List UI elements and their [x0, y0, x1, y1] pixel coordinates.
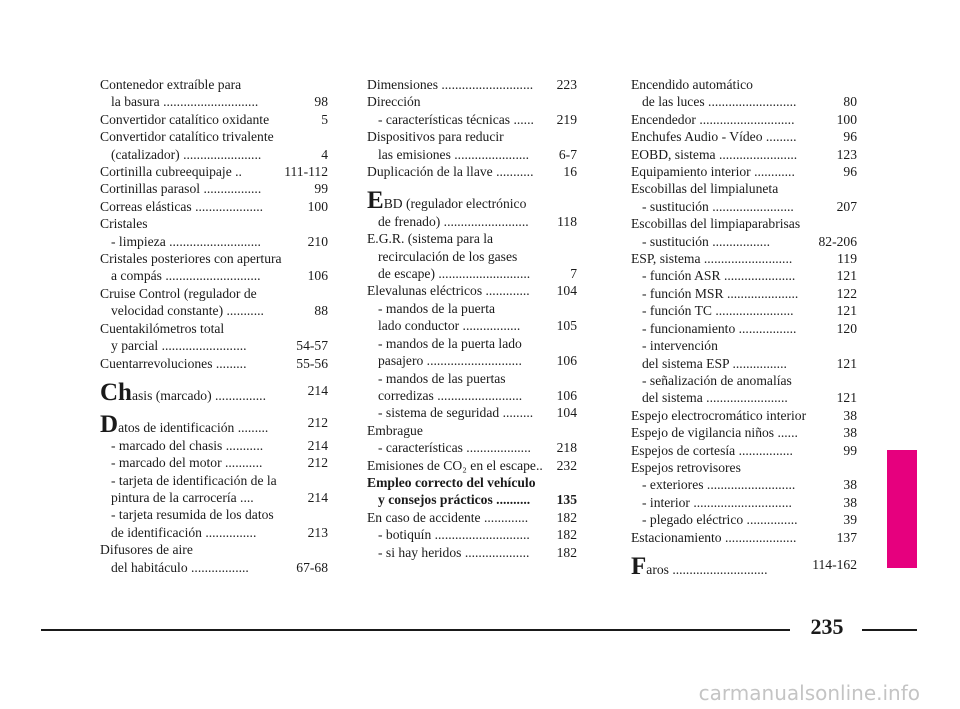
index-entry — [631, 424, 857, 441]
entry-page-number: 214 — [307, 489, 328, 505]
entry-text: - mandos de la puerta — [378, 300, 496, 316]
entry-text: Convertidor catalítico trivalente — [100, 129, 274, 145]
index-entry — [100, 180, 328, 197]
index-column-3 — [631, 76, 857, 578]
entry-page-number: 99 — [843, 442, 857, 458]
entry-text: Estacionamiento ..................... — [631, 529, 797, 545]
entry-page-number: 121 — [836, 268, 857, 284]
entry-page-number: 38 — [843, 425, 857, 441]
entry-text: de identificación ............... — [111, 524, 257, 540]
index-entry — [631, 163, 857, 180]
entry-text: de escape) ........................... — [378, 266, 531, 282]
entry-text: - botiquín ............................ — [378, 527, 530, 543]
index-entry — [367, 422, 577, 439]
entry-text: ESP, sistema .......................... — [631, 251, 793, 267]
index-entry — [100, 355, 328, 372]
entry-text: - plegado eléctrico ............... — [642, 512, 798, 528]
index-entry — [100, 437, 328, 454]
entry-page-number: 212 — [307, 415, 328, 431]
entry-page-number: 223 — [556, 77, 577, 92]
entry-page-number: 16 — [563, 164, 577, 180]
entry-text: - función TC ....................... — [642, 303, 794, 319]
entry-text: Espejo de vigilancia niños ...... — [631, 425, 798, 441]
entry-text: - sustitución ........................ — [642, 198, 794, 214]
index-entry — [631, 529, 857, 546]
entry-page-number: 39 — [843, 512, 857, 528]
entry-text: - función ASR ..................... — [642, 268, 796, 284]
entry-page-number: 106 — [556, 353, 577, 369]
index-entry — [100, 372, 328, 404]
entry-page-number: 212 — [307, 455, 328, 471]
entry-page-number: 210 — [307, 233, 328, 249]
entry-text: - sistema de seguridad ......... — [378, 405, 534, 421]
entry-text: Cristales — [100, 216, 148, 232]
entry-text: del habitáculo ................. — [111, 559, 249, 575]
entry-text: - mandos de las puertas — [378, 370, 506, 386]
index-entry — [367, 509, 577, 526]
entry-page-number: 106 — [556, 387, 577, 403]
entry-page-number: 111-112 — [284, 164, 328, 180]
entry-page-number: 88 — [314, 303, 328, 319]
entry-text: EOBD, sistema ....................... — [631, 146, 798, 162]
entry-page-number: 135 — [556, 492, 577, 508]
entry-page-number: 100 — [836, 111, 857, 127]
index-entry — [100, 285, 328, 320]
entry-text: - tarjeta de identificación de la — [111, 472, 277, 488]
index-entry — [367, 439, 577, 456]
entry-text: pintura de la carrocería .... — [111, 489, 254, 505]
index-entry — [631, 494, 857, 511]
index-entry — [631, 511, 857, 528]
footer-rule-right — [862, 629, 917, 631]
entry-text: Cortinillas parasol ................. — [100, 181, 262, 197]
entry-page-number: 121 — [836, 303, 857, 319]
entry-text: E.G.R. (sistema para la — [367, 231, 494, 247]
entry-text: - si hay heridos ................... — [378, 544, 530, 560]
entry-text: Espejos de cortesía ................ — [631, 442, 793, 458]
entry-page-number: 38 — [843, 477, 857, 493]
index-column-1 — [100, 76, 328, 576]
index-entry — [367, 526, 577, 543]
index-entry — [631, 285, 857, 302]
entry-page-number: 100 — [307, 198, 328, 214]
index-entry — [100, 404, 328, 439]
index-entry — [367, 76, 577, 93]
entry-text: Cortinilla cubreequipaje .. — [100, 164, 242, 180]
index-entry — [367, 180, 577, 230]
index-entry — [100, 233, 328, 250]
entry-page-number: 218 — [556, 440, 577, 456]
entry-text: - características ................... — [378, 440, 531, 456]
index-entry — [631, 320, 857, 337]
index-entry — [100, 250, 328, 285]
entry-text: - tarjeta resumida de los datos — [111, 507, 274, 523]
section-initial: E — [367, 187, 384, 215]
entry-text: - mandos de la puerta lado — [378, 335, 522, 351]
page-number: 235 — [810, 614, 844, 639]
index-entry — [100, 111, 328, 128]
entry-text: - marcado del chasis ........... — [111, 437, 264, 453]
entry-text: la basura ............................ — [111, 94, 259, 110]
entry-text: Encendido automático — [631, 77, 753, 92]
index-entry — [631, 546, 857, 578]
entry-page-number: 104 — [556, 283, 577, 299]
entry-page-number: 119 — [837, 251, 857, 267]
index-entry — [100, 163, 328, 180]
entry-page-number: 219 — [556, 111, 577, 127]
index-entry — [631, 442, 857, 459]
entry-text: Dimensiones ........................... — [367, 77, 534, 92]
entry-page-number: 182 — [556, 544, 577, 560]
entry-text: y parcial ......................... — [111, 338, 247, 354]
entry-text: Enchufes Audio - Vídeo ......... — [631, 129, 797, 145]
index-entry — [631, 76, 857, 111]
entry-text: BD (regulador electrónico — [383, 196, 527, 212]
entry-text: (catalizador) ....................... — [111, 146, 262, 162]
entry-text: Equipamiento interior ............ — [631, 164, 795, 180]
entry-text: corredizas ......................... — [378, 387, 523, 403]
entry-text: velocidad constante) ........... — [111, 303, 264, 319]
index-entry — [100, 76, 328, 111]
index-entry — [367, 544, 577, 561]
index-entry — [100, 198, 328, 215]
entry-page-number: 122 — [836, 285, 857, 301]
entry-text: y consejos prácticos .......... — [378, 492, 531, 508]
index-entry — [100, 506, 328, 541]
index-entry — [100, 541, 328, 576]
entry-text: En caso de accidente ............. — [367, 509, 529, 525]
entry-text: - exteriores .......................... — [642, 477, 796, 493]
section-tab-marker — [887, 450, 917, 568]
index-entry — [631, 215, 857, 232]
index-entry — [631, 476, 857, 493]
entry-text: Empleo correcto del vehículo — [367, 474, 536, 490]
index-entry — [100, 128, 328, 163]
entry-text: Difusores de aire — [100, 542, 193, 558]
entry-page-number: 98 — [314, 94, 328, 110]
index-entry — [631, 407, 857, 424]
entry-text: - características técnicas ...... — [378, 111, 534, 127]
entry-text: Cruise Control (regulador de — [100, 285, 257, 301]
entry-text: a compás ............................ — [111, 268, 261, 284]
index-entry — [631, 180, 857, 197]
index-entry — [631, 233, 857, 250]
index-entry — [100, 320, 328, 355]
index-entry — [631, 146, 857, 163]
entry-page-number: 121 — [836, 390, 857, 406]
entry-text: Espejos retrovisores — [631, 459, 741, 475]
entry-page-number: 67-68 — [296, 559, 328, 575]
entry-text: del sistema ........................ — [642, 390, 788, 406]
entry-text: - intervención — [642, 338, 718, 354]
entry-text: Cristales posteriores con apertura — [100, 251, 282, 267]
entry-text: Dirección — [367, 94, 421, 110]
entry-page-number: 121 — [836, 355, 857, 371]
entry-text: - marcado del motor ........... — [111, 455, 263, 471]
entry-text: del sistema ESP ................ — [642, 355, 787, 371]
entry-text: las emisiones ...................... — [378, 146, 530, 162]
entry-text: - función MSR ..................... — [642, 285, 799, 301]
entry-text: - interior ............................. — [642, 494, 792, 510]
index-entry — [367, 300, 577, 335]
entry-page-number: 213 — [307, 524, 328, 540]
entry-page-number: 137 — [836, 529, 857, 545]
section-initial: Ch — [100, 378, 132, 406]
index-entry — [631, 267, 857, 284]
entry-text: de frenado) ......................... — [378, 213, 529, 229]
entry-page-number: 120 — [836, 320, 857, 336]
index-entry — [367, 404, 577, 421]
entry-page-number: 38 — [843, 494, 857, 510]
entry-text: Duplicación de la llave ........... — [367, 164, 534, 180]
entry-page-number: 99 — [314, 181, 328, 197]
entry-page-number: 96 — [843, 129, 857, 145]
index-entry — [631, 459, 857, 476]
entry-text: Escobillas del limpiaparabrisas — [631, 216, 801, 232]
entry-text: - funcionamiento ................. — [642, 320, 797, 336]
entry-page-number: 4 — [321, 146, 328, 162]
entry-text: asis (marcado) ............... — [131, 387, 266, 403]
entry-page-number: 55-56 — [296, 355, 328, 371]
entry-page-number: 232 — [556, 457, 577, 473]
index-entry — [100, 454, 328, 471]
index-entry — [367, 370, 577, 405]
entry-text: - limpieza ........................... — [111, 233, 261, 249]
entry-page-number: 82-206 — [818, 233, 857, 249]
entry-page-number: 106 — [307, 268, 328, 284]
index-entry — [367, 282, 577, 299]
entry-text: Cuentakilómetros total — [100, 320, 225, 336]
entry-page-number: 54-57 — [296, 338, 328, 354]
index-column-2 — [367, 76, 577, 561]
entry-page-number: 214 — [307, 437, 328, 453]
entry-text: Espejo electrocromático interior — [631, 407, 807, 423]
index-entry — [631, 337, 857, 372]
index-entry — [367, 93, 577, 110]
entry-text: Cuentarrevoluciones ......... — [100, 355, 247, 371]
entry-text: Escobillas del limpialuneta — [631, 181, 779, 197]
index-entry — [100, 215, 328, 232]
index-entry — [631, 198, 857, 215]
entry-page-number: 182 — [556, 509, 577, 525]
entry-page-number: 7 — [570, 266, 577, 282]
entry-text: - señalización de anomalías — [642, 372, 792, 388]
entry-page-number: 80 — [843, 94, 857, 110]
entry-page-number: 38 — [843, 407, 857, 423]
entry-page-number: 182 — [556, 527, 577, 543]
index-entry — [631, 302, 857, 319]
entry-page-number: 96 — [843, 164, 857, 180]
entry-text: aros ............................ — [646, 561, 768, 577]
entry-text: Contenedor extraíble para — [100, 77, 242, 92]
index-entry — [631, 250, 857, 267]
entry-text: atos de identificación ......... — [118, 420, 269, 436]
index-entry — [367, 457, 577, 474]
entry-page-number: 207 — [836, 198, 857, 214]
entry-page-number: 104 — [556, 405, 577, 421]
watermark: carmanualsonline.info — [698, 681, 920, 705]
index-entry — [631, 111, 857, 128]
entry-text: Dispositivos para reducir — [367, 129, 504, 145]
entry-text: pasajero ............................ — [378, 353, 522, 369]
footer-rule-left — [41, 629, 790, 631]
entry-text: lado conductor ................. — [378, 318, 521, 334]
entry-page-number: 118 — [557, 213, 577, 229]
entry-text: Emisiones de CO₂ en el escape.. — [367, 457, 543, 473]
index-entry — [367, 128, 577, 163]
entry-text: Convertidor catalítico oxidante — [100, 111, 270, 127]
entry-page-number: 105 — [556, 318, 577, 334]
index-entry — [631, 128, 857, 145]
entry-page-number: 114-162 — [812, 556, 857, 572]
entry-text: Encendedor ............................ — [631, 111, 795, 127]
index-entry — [367, 335, 577, 370]
entry-page-number: 6-7 — [558, 146, 577, 162]
index-entry — [367, 163, 577, 180]
index-entry — [367, 111, 577, 128]
index-entry — [100, 472, 328, 507]
entry-text: - sustitución ................. — [642, 233, 771, 249]
index-entry — [367, 230, 577, 282]
entry-text: recirculación de los gases — [378, 248, 518, 264]
entry-page-number: 5 — [321, 111, 328, 127]
index-entry — [367, 474, 577, 509]
entry-text: de las luces .......................... — [642, 94, 797, 110]
entry-text: Embrague — [367, 422, 423, 438]
entry-text: Elevalunas eléctricos ............. — [367, 283, 530, 299]
entry-page-number: 214 — [307, 382, 328, 398]
section-initial: F — [631, 552, 647, 580]
entry-text: Correas elásticas .................... — [100, 198, 264, 214]
index-entry — [631, 372, 857, 407]
entry-page-number: 123 — [836, 146, 857, 162]
section-initial: D — [100, 411, 119, 439]
